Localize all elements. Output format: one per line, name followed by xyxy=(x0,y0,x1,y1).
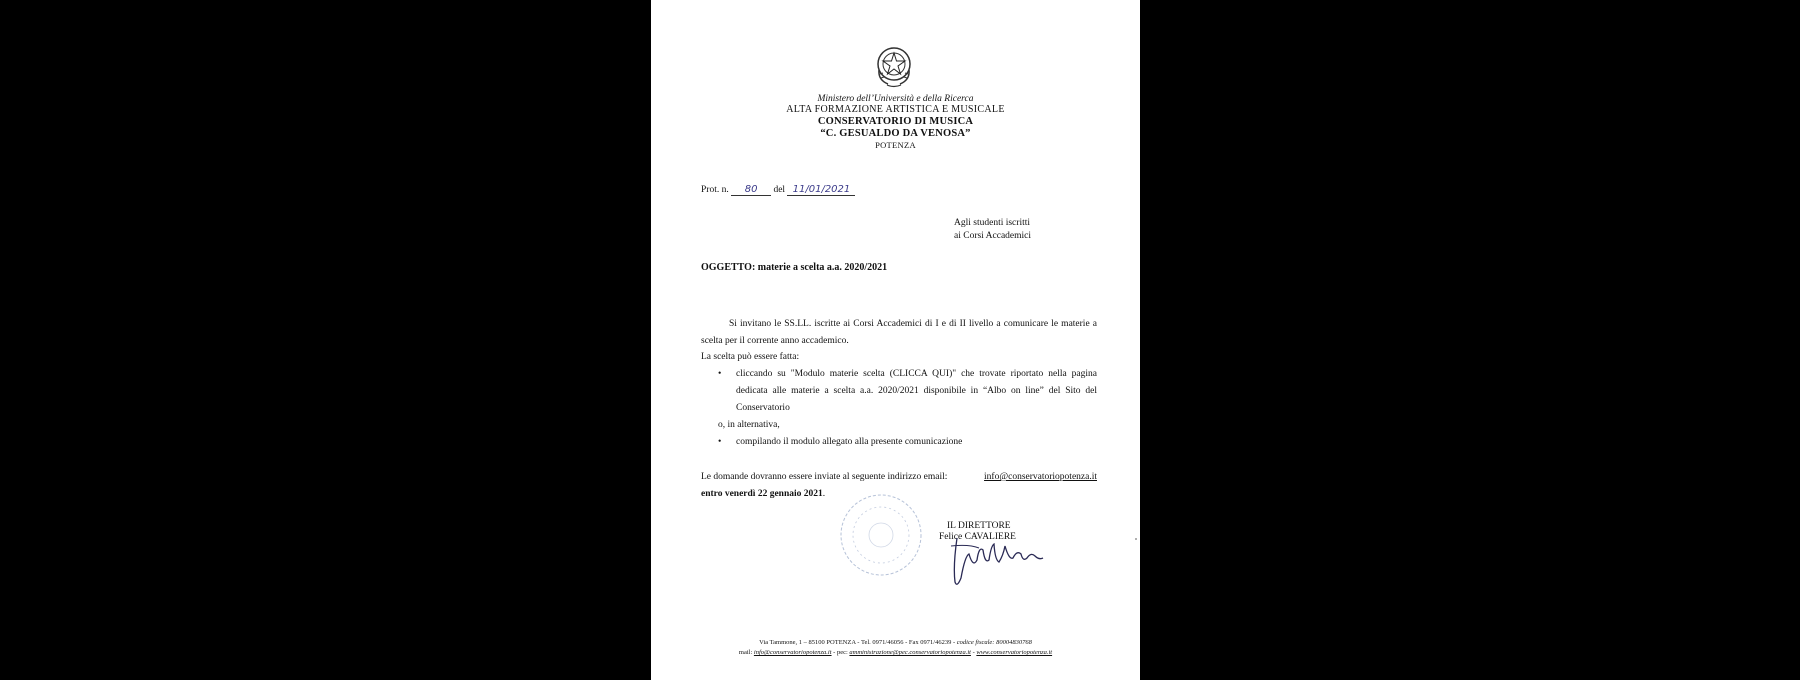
footer-website-link[interactable]: www.conservatoriopotenza.it xyxy=(976,649,1053,656)
alternative-label: o, in alternativa, xyxy=(718,420,780,430)
handwritten-signature-icon xyxy=(939,516,1049,590)
deadline-text: entro venerdì 22 gennaio 2021 xyxy=(701,489,823,499)
protocol-date: 11/01/2021 xyxy=(787,184,855,196)
bullet-icon: • xyxy=(718,369,722,379)
choice-intro: La scelta può essere fatta: xyxy=(701,352,800,362)
bullet-option-form: compilando il modulo allegato alla presente comunicazione xyxy=(736,437,963,447)
afam-label: ALTA FORMAZIONE ARTISTICA E MUSICALE xyxy=(786,104,1005,115)
scan-speck xyxy=(1135,538,1137,540)
footer-mail-label: mail: xyxy=(738,649,753,656)
bullet-icon: • xyxy=(718,437,722,447)
protocol-label: Prot. n. xyxy=(701,185,729,195)
bullet-option-online: cliccando su "Modulo materie scelta (CLICCA QUI)" che trovate riportato nella pagina dedicata alle materie a scelta a.a. 2020/2021 disponibile in “Albo on line” del Sito del Conservatorio xyxy=(736,369,1097,413)
director-name: Felice CAVALIERE xyxy=(939,532,1016,542)
conservatory-name: “C. GESUALDO DA VENOSA” xyxy=(820,128,971,139)
italian-republic-emblem-icon xyxy=(874,44,914,88)
footer-address-text: Via Tammone, 1 – 85100 POTENZA - Tel. 0971/46056 - Fax 0971/46239 - xyxy=(759,639,956,646)
footer-pec-label: - pec: xyxy=(833,649,848,656)
deadline-period: . xyxy=(822,489,826,499)
conservatory-label: CONSERVATORIO DI MUSICA xyxy=(817,116,974,127)
ministry-name: Ministero dell’Università e della Ricerca xyxy=(817,94,974,104)
city-label: POTENZA xyxy=(875,140,916,150)
recipient-line: ai Corsi Accademici xyxy=(954,231,1032,241)
footer-mail-link[interactable]: info@conservatoriopotenza.it xyxy=(753,649,832,656)
subject-line: OGGETTO: materie a scelta a.a. 2020/2021 xyxy=(701,262,888,273)
date-label: del xyxy=(773,185,786,195)
protocol-line xyxy=(701,184,855,196)
footer-separator: - xyxy=(972,649,975,656)
requests-text: Le domande dovranno essere inviate al seguente indirizzo email: xyxy=(701,472,948,482)
official-stamp-icon xyxy=(836,490,926,580)
footer-address xyxy=(651,639,1140,646)
footer-fiscal-code: codice fiscale: 80004830768 xyxy=(956,639,1032,646)
footer-pec-link[interactable]: amministrazione@pec.conservatoriopotenza.it xyxy=(849,649,971,656)
recipient-line: Agli studenti iscritti xyxy=(954,218,1030,228)
recipient-block xyxy=(954,217,1031,243)
paragraph-text: Si invitano le SS.LL. iscritte ai Corsi Accademici di I e di II livello a comunicare le materie a scelta per il corrente anno accademico. xyxy=(701,319,1097,346)
paragraph-invitation xyxy=(701,316,1097,350)
director-title: IL DIRETTORE xyxy=(947,521,1011,531)
footer-contacts xyxy=(651,649,1140,656)
protocol-number: 80 xyxy=(731,184,771,196)
letter-page xyxy=(651,0,1140,680)
email-link[interactable]: info@conservatoriopotenza.it xyxy=(984,472,1097,482)
